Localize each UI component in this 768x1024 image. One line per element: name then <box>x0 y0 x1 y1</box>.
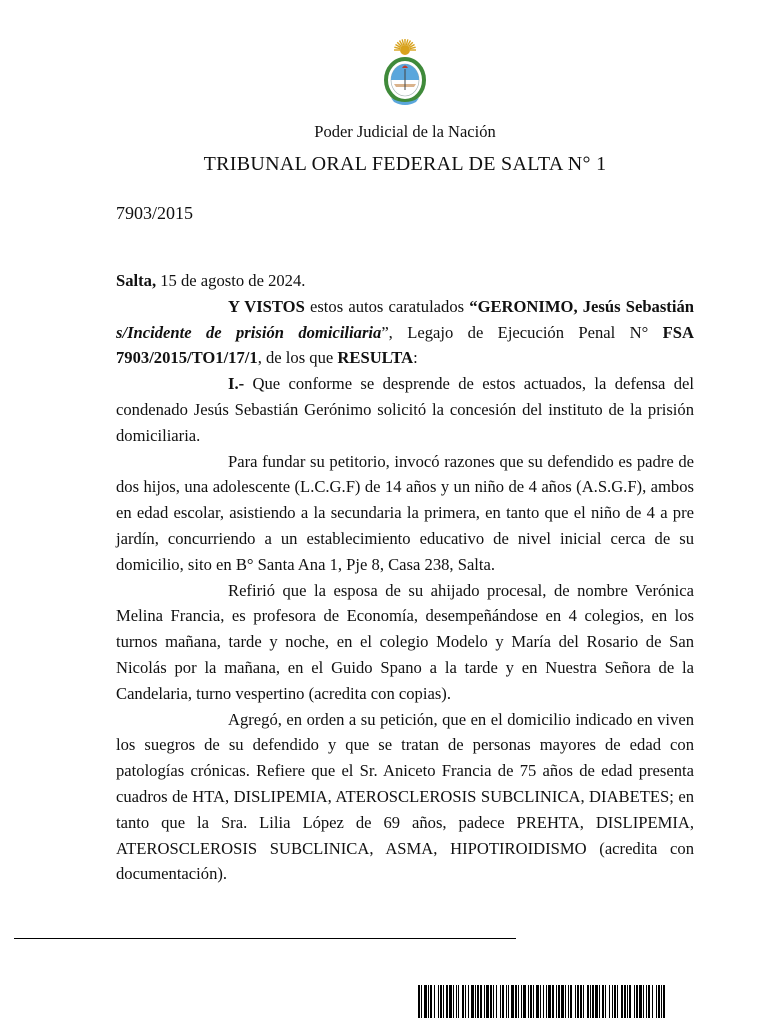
resulta-label: RESULTA <box>337 348 414 368</box>
vistos-text: ”, Legajo de Ejecución Penal N° <box>381 322 663 342</box>
court-name: Poder Judicial de la Nación <box>314 122 496 141</box>
footnote-rule <box>14 938 516 939</box>
barcode-bar <box>665 985 668 1018</box>
national-seal-icon <box>381 36 429 108</box>
vistos-paragraph <box>116 294 694 371</box>
vistos-text: : <box>413 348 418 368</box>
date-city: Salta, <box>116 271 157 290</box>
seal-sun-icon <box>394 39 416 55</box>
vistos-text: estos autos caratulados <box>304 296 470 316</box>
date-value: 15 de agosto de 2024. <box>156 271 306 290</box>
paragraph-4: Agregó, en orden a su petición, que en el domicilio indicado en viven los suegros de su defendido y que se tratan de personas mayores de edad con patologías crónicas. Refiere que el Sr. Aniceto Francia de 75 años de edad presenta cuadros de HTA, DISLIPEMIA, ATEROSCLEROSIS SUBCLINICA, DIABETES; en tanto que la Sra. Lilia López de 69 años, padece PREHTA, DISLIPEMIA, ATEROSCLEROSIS SUBCLINICA, ASMA, HIPOTIROIDISMO (acredita con documentación). <box>116 709 694 884</box>
paragraph-1-label: I.- <box>228 374 245 394</box>
tribunal-title: TRIBUNAL ORAL FEDERAL DE SALTA N° 1 <box>203 153 607 175</box>
paragraph-2: Para fundar su petitorio, invocó razones que su defendido es padre de dos hijos, una adolescente (L.C.G.F) de 14 años y un niño de 4 años (A.S.G.F), ambos en edad escolar, asistiendo a la secundaria la primera, en tanto que el niño de 4 a pre jardín, concurriendo a un establecimiento educativo de nivel inicial cerca de su domicilio, sito en B° Santa Ana 1, Pje 8, Casa 238, Salta. <box>116 451 694 574</box>
barcode <box>418 985 768 1018</box>
paragraph-1 <box>116 371 694 448</box>
paragraph-3: Refirió que la esposa de su ahijado procesal, de nombre Verónica Melina Francia, es profesora de Economía, desempeñándose en 4 colegios, en los turnos mañana, tarde y noche, en el colegio Modelo y María del Rosario de San Nicolás por la mañana, en el Guido Spano a la tarde y en Nuestra Señora de la Candelaria, turno vespertino (acredita con copias). <box>116 580 694 703</box>
paragraph-1-text: Que conforme se desprende de estos actuados, la defensa del condenado Jesús Sebastián Gerónimo solicitó la concesión del instituto de la prisión domiciliaria. <box>116 374 694 445</box>
document-body <box>116 268 694 887</box>
case-caption-italic: s/Incidente de prisión domiciliaria <box>116 322 382 342</box>
legajo-number: FSA 7903/2015/TO1/17/1 <box>116 322 694 368</box>
case-caption: “GERONIMO, Jesús Sebastián <box>469 296 694 316</box>
date-line <box>116 268 694 294</box>
file-number: 7903/2015 <box>116 203 194 223</box>
vistos-text: , de los que <box>257 348 338 368</box>
vistos-lead: Y VISTOS <box>228 296 305 316</box>
sun-disc <box>400 45 410 55</box>
